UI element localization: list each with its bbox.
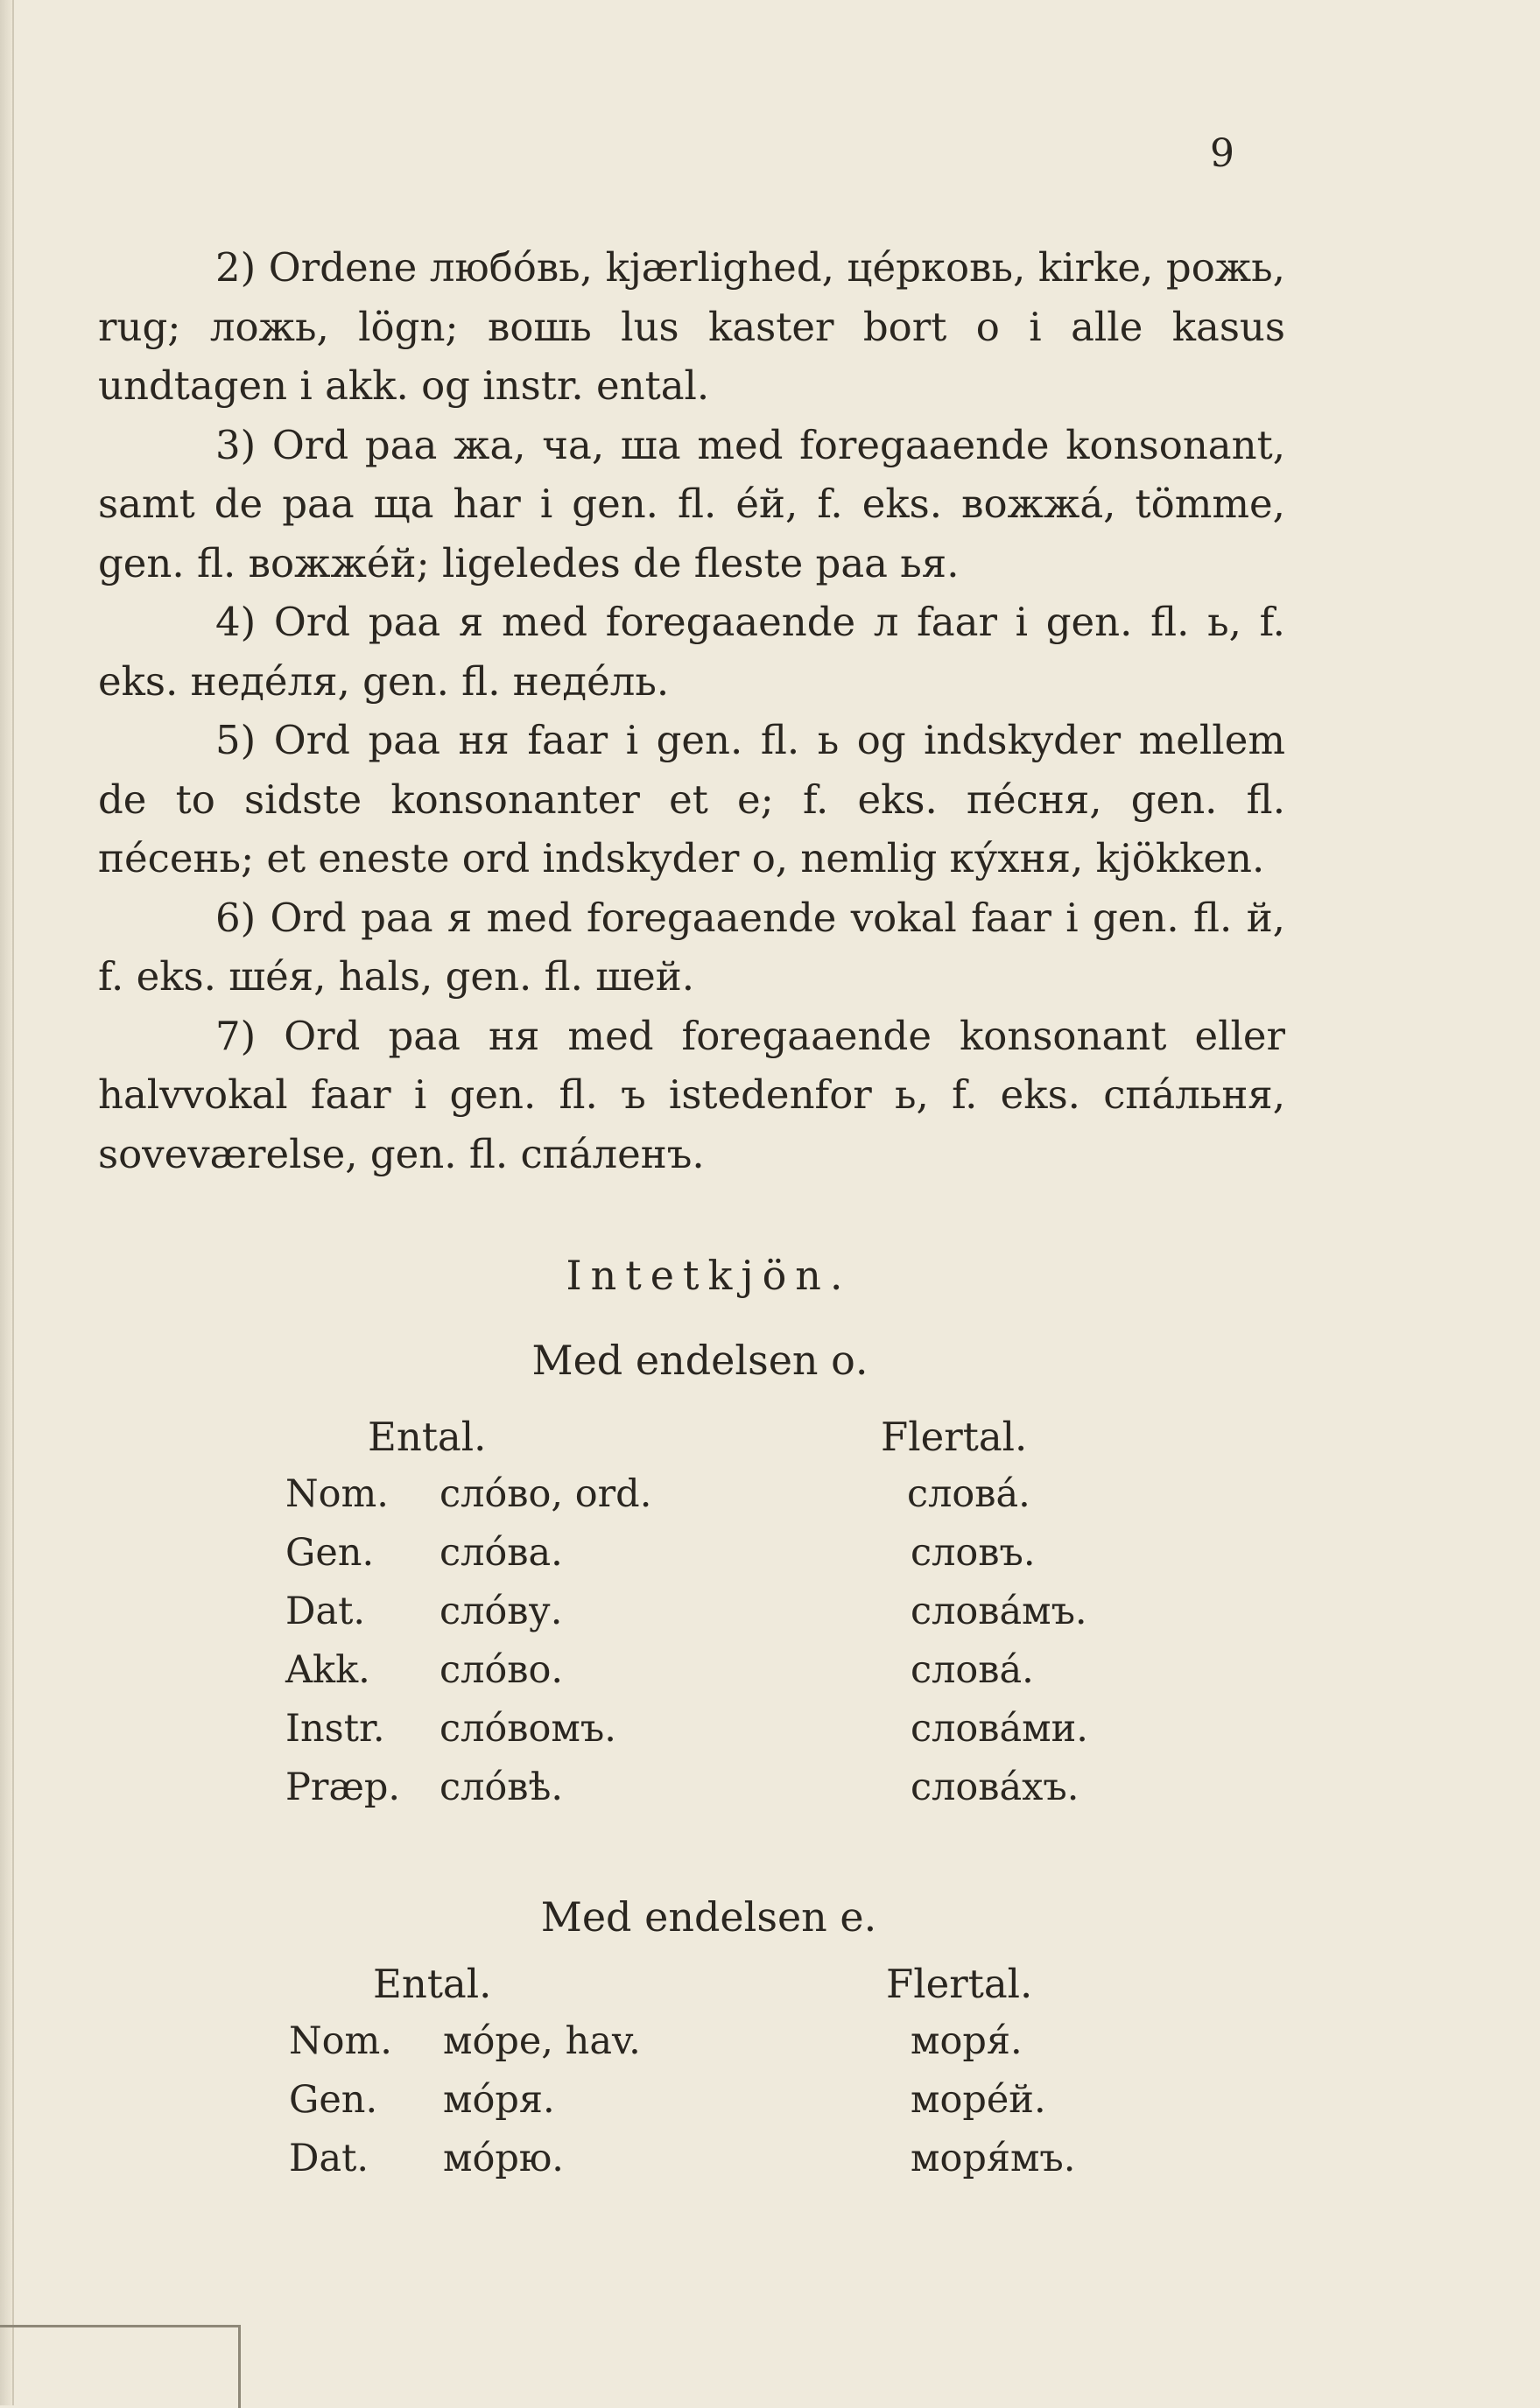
table2-singular: мо́ре, hav.	[443, 2019, 641, 2063]
table2-plural: моря́.	[911, 2019, 1023, 2063]
table1-plural: слова́.	[911, 1648, 1034, 1692]
table1-case: Nom.	[285, 1472, 389, 1516]
table1-head-singular: Ental.	[368, 1414, 487, 1460]
table1-singular: сло́ву.	[439, 1590, 563, 1633]
table1-case: Akk.	[285, 1648, 370, 1692]
table2-head-singular: Ental.	[373, 1961, 492, 2007]
table1-singular: сло́вомъ.	[439, 1707, 616, 1751]
table1-plural: слова́хъ.	[911, 1766, 1079, 1809]
table1-case: Dat.	[285, 1590, 366, 1633]
paragraph-3: 3) Ord paa жа, ча, ша med foregaaende konsonant, samt de paa ща har i gen. fl. е́й, f. eks. вожжа́, tömme, gen. fl. вожже́й; ligeledes de fleste paa ья.	[98, 421, 1285, 586]
table2-case: Nom.	[289, 2019, 392, 2063]
table2-plural: море́й.	[911, 2078, 1046, 2122]
table1-plural: слова́.	[907, 1472, 1030, 1516]
table1-head-plural: Flertal.	[881, 1414, 1028, 1460]
paragraph-4: 4) Ord paa я med foregaaende л faar i gen. fl. ь, f. eks. неде́ля, gen. fl. неде́ль.	[98, 599, 1285, 705]
table1-plural: слова́ми.	[911, 1707, 1088, 1751]
table2-case: Gen.	[289, 2078, 378, 2122]
table1-plural: слова́мъ.	[911, 1590, 1087, 1633]
table1-singular: сло́ва.	[439, 1531, 563, 1575]
page-number: 9	[1210, 131, 1234, 176]
paragraph-7: 7) Ord paa ня med foregaaende konsonant eller halvvokal faar i gen. fl. ъ istedenfor ь, f. eks. спа́льня, soveværelse, gen. fl. спа́ленъ.	[98, 1012, 1285, 1177]
paragraph-2: 2) Ordene любо́вь, kjærlighed, це́рковь, kirke, рожь, rug; ложь, lögn; вошь lus kaster bort о i alle kasus undtagen i akk. og instr. ental.	[98, 244, 1285, 409]
table1-subtitle: Med endelsen о.	[531, 1337, 868, 1384]
table1-singular: сло́во.	[439, 1648, 564, 1692]
scan-corner-mark	[0, 2325, 241, 2408]
table1-case: Gen.	[285, 1531, 375, 1575]
paragraph-6: 6) Ord paa я med foregaaende vokal faar i gen. fl. й, f. eks. ше́я, hals, gen. fl. шей.	[98, 894, 1285, 1000]
section-title: Intetkjön.	[566, 1252, 852, 1299]
table1-singular: сло́вѣ.	[439, 1766, 564, 1809]
table1-singular: сло́во, ord.	[439, 1472, 652, 1516]
paragraph-5: 5) Ord paa ня faar i gen. fl. ь og indskyder mellem de to sidste konsonanter et е; f. eks. пе́сня, gen. fl. пе́сень; et eneste ord indskyder о, nemlig ку́хня, kjökken.	[98, 717, 1285, 881]
table2-subtitle: Med endelsen е.	[540, 1893, 877, 1941]
table2-plural: моря́мъ.	[911, 2137, 1076, 2180]
table1-case: Instr.	[285, 1707, 385, 1751]
table2-singular: мо́ря.	[443, 2078, 555, 2122]
table2-singular: мо́рю.	[443, 2137, 564, 2180]
table1-plural: словъ.	[911, 1531, 1036, 1575]
table2-case: Dat.	[289, 2137, 369, 2180]
table1-case: Præp.	[285, 1766, 401, 1809]
page-binding-edge	[0, 0, 14, 2405]
table2-head-plural: Flertal.	[886, 1961, 1033, 2007]
body-text	[98, 238, 1285, 1183]
